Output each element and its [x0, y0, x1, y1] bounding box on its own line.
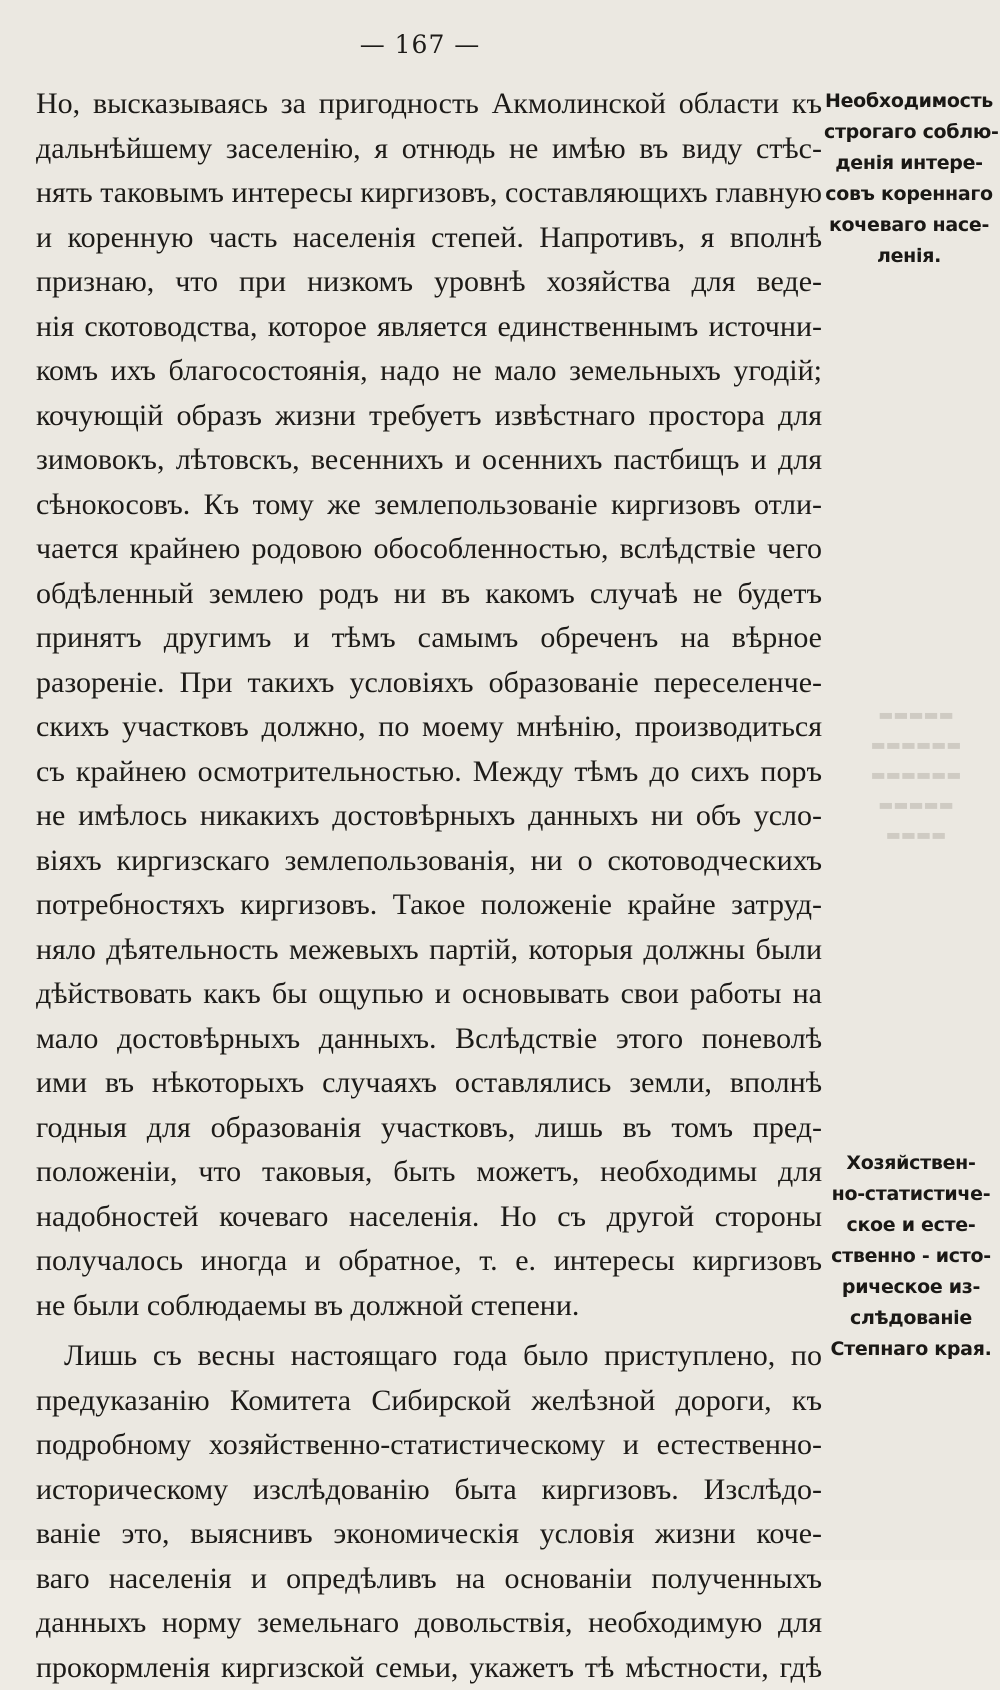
margin-note-line: строгаго соблю- — [824, 117, 994, 148]
text-line-2: дальнѣйшему заселенію, я отнюдь не имѣю въ виду стѣс- — [36, 127, 822, 172]
text-line-27: получалось иногда и обратное, т. е. интересы киргизовъ — [36, 1239, 822, 1284]
text-line-22: мало достовѣрныхъ данныхъ. Вслѣдствіе этого поневолѣ — [36, 1017, 822, 1062]
text-line-24: годныя для образованія участковъ, лишь въ томъ пред- — [36, 1106, 822, 1151]
margin-note-survey — [828, 1148, 994, 1365]
text-line-30: предуказанію Комитета Сибирской желѣзной дороги, къ — [36, 1379, 822, 1424]
text-line-31: подробному хозяйственно-статистическому и естественно- — [36, 1423, 822, 1468]
margin-note-line: ленія. — [824, 241, 994, 272]
margin-note-line: денія интере- — [824, 148, 994, 179]
text-line-13: принятъ другимъ и тѣмъ самымъ обреченъ на вѣрное — [36, 616, 822, 661]
text-line-34: ваго населенія и опредѣливъ на основаніи полученныхъ — [36, 1557, 822, 1602]
text-line-7: комъ ихъ благосостоянія, надо не мало земельныхъ угодій; — [36, 349, 822, 394]
margin-note-line: ственно - исто- — [828, 1241, 994, 1272]
text-line-9: зимовокъ, лѣтовскъ, весеннихъ и осеннихъ пастбищъ и для — [36, 438, 822, 483]
text-line-16: съ крайнею осмотрительностью. Между тѣмъ до сихъ поръ — [36, 750, 822, 795]
bleed-through-shadow: ▬▬▬▬▬ ▬▬▬▬▬▬ ▬▬▬▬▬▬ ▬▬▬▬▬ ▬▬▬▬ — [838, 700, 994, 850]
text-line-1: Но, высказываясь за пригодность Акмолинской области къ — [36, 82, 822, 127]
margin-note-line: Степнаго края. — [828, 1334, 994, 1365]
text-line-17: не имѣлось никакихъ достовѣрныхъ данныхъ ни объ усло- — [36, 794, 822, 839]
text-line-12: обдѣленный землею родъ ни въ какомъ случаѣ не будетъ — [36, 572, 822, 617]
margin-note-line: слѣдованіе — [828, 1303, 994, 1334]
margin-note-line: совъ кореннаго — [824, 179, 994, 210]
text-line-8: кочующій образъ жизни требуетъ извѣстнаго простора для — [36, 394, 822, 439]
text-line-19: потребностяхъ киргизовъ. Такое положеніе крайне затруд- — [36, 883, 822, 928]
text-line-25: положеніи, что таковыя, быть можетъ, необходимы для — [36, 1150, 822, 1195]
text-line-6: нія скотоводства, которое является единственнымъ источни- — [36, 305, 822, 350]
text-line-33: ваніе это, выяснивъ экономическія условія жизни коче- — [36, 1512, 822, 1557]
text-line-23: ими въ нѣкоторыхъ случаяхъ оставлялись земли, вполнѣ — [36, 1061, 822, 1106]
text-line-32: историческому изслѣдованію быта киргизовъ. Изслѣдо- — [36, 1468, 822, 1513]
text-line-15: скихъ участковъ должно, по моему мнѣнію, производиться — [36, 705, 822, 750]
text-line-36: прокормленія киргизской семьи, укажетъ тѣ мѣстности, гдѣ — [36, 1646, 822, 1690]
body-text — [36, 82, 822, 1690]
margin-note-line: но-статистиче- — [828, 1179, 994, 1210]
text-line-4: и коренную часть населенія степей. Напротивъ, я вполнѣ — [36, 216, 822, 261]
text-line-28: не были соблюдаемы въ должной степени. — [36, 1284, 822, 1329]
margin-note-line: кочеваго насе- — [824, 210, 994, 241]
margin-note-line: Необходимость — [824, 86, 994, 117]
text-line-18: віяхъ киргизскаго землепользованія, ни о скотоводческихъ — [36, 839, 822, 884]
page-number: — 167 — — [0, 30, 840, 59]
text-line-21: дѣйствовать какъ бы ощупью и основывать свои работы на — [36, 972, 822, 1017]
text-line-3: нять таковымъ интересы киргизовъ, составляющихъ главную — [36, 171, 822, 216]
text-line-10: сѣнокосовъ. Къ тому же землепользованіе киргизовъ отли- — [36, 483, 822, 528]
text-line-20: няло дѣятельность межевыхъ партій, которыя должны были — [36, 928, 822, 973]
margin-note-interests — [824, 86, 994, 272]
text-line-29: Лишь съ весны настоящаго года было приступлено, по — [36, 1334, 822, 1379]
margin-note-line: Хозяйствен- — [828, 1148, 994, 1179]
text-line-11: чается крайнею родовою обособленностью, вслѣдствіе чего — [36, 527, 822, 572]
text-line-5: признаю, что при низкомъ уровнѣ хозяйства для веде- — [36, 260, 822, 305]
text-line-14: разореніе. При такихъ условіяхъ образованіе переселенче- — [36, 661, 822, 706]
text-line-26: надобностей кочеваго населенія. Но съ другой стороны — [36, 1195, 822, 1240]
text-line-35: данныхъ норму земельнаго довольствія, необходимую для — [36, 1601, 822, 1646]
margin-note-line: рическое из- — [828, 1272, 994, 1303]
margin-note-line: ское и есте- — [828, 1210, 994, 1241]
